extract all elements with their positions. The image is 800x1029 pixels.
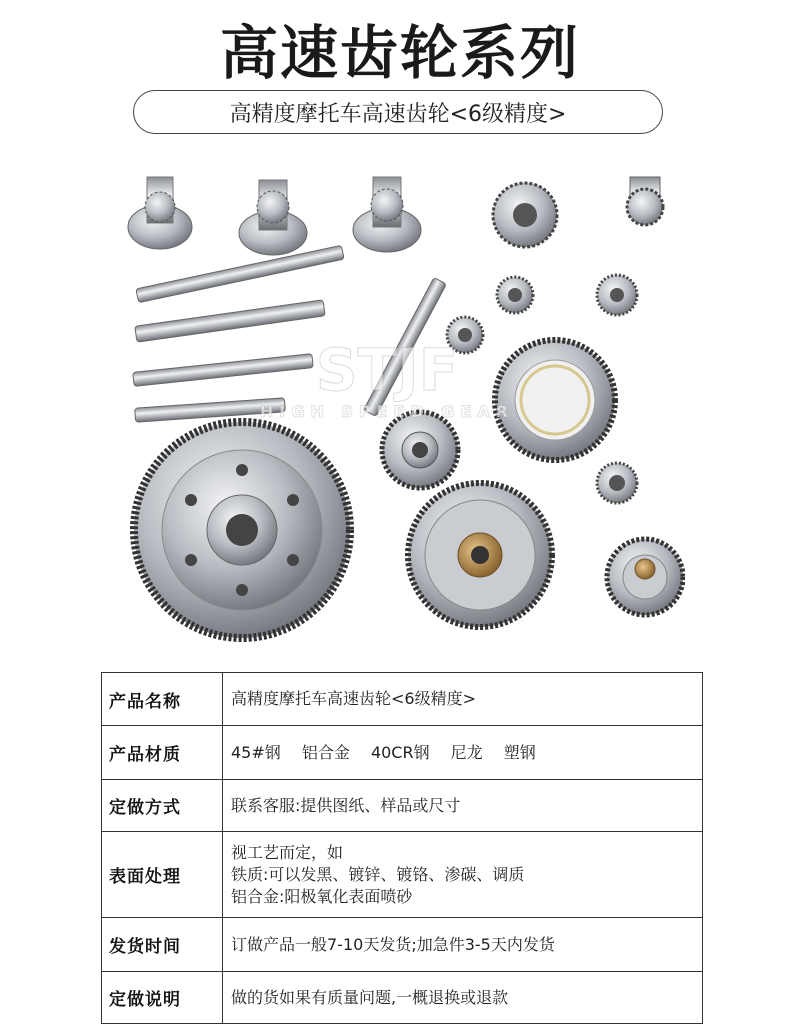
row-value bbox=[223, 832, 703, 918]
shaft-1 bbox=[136, 245, 344, 302]
spur-gear-small-1 bbox=[493, 183, 557, 247]
table-row bbox=[102, 726, 703, 780]
product-photo bbox=[125, 165, 685, 645]
spur-gear-tiny bbox=[597, 463, 637, 503]
flange-gear-3 bbox=[353, 177, 421, 252]
table-row bbox=[102, 972, 703, 1024]
row-label: 表面处理 bbox=[102, 832, 223, 918]
shaft-3 bbox=[133, 354, 313, 387]
large-spur-gear bbox=[134, 422, 350, 638]
spur-gear-small-3 bbox=[597, 275, 637, 315]
row-value: 高精度摩托车高速齿轮<6级精度> bbox=[223, 673, 703, 726]
row-value: 订做产品一般7-10天发货;加急件3-5天内发货 bbox=[223, 918, 703, 972]
bronze-bush-gear bbox=[607, 539, 683, 615]
row-value: 联系客服:提供图纸、样品或尺寸 bbox=[223, 780, 703, 832]
flange-gear-2 bbox=[239, 180, 307, 255]
flange-gear-1 bbox=[128, 177, 192, 249]
ring-gear-right bbox=[495, 340, 615, 460]
subtitle-text: 高精度摩托车高速齿轮<6级精度> bbox=[229, 101, 567, 127]
value-line: 视工艺而定，如 bbox=[231, 842, 344, 862]
cluster-gear bbox=[627, 177, 663, 225]
value-line: 铝合金:阳极氧化表面喷砂 bbox=[231, 886, 413, 906]
spoked-gear bbox=[408, 483, 552, 627]
value-line: 铁质:可以发黑、镀锌、镀铬、渗碳、调质 bbox=[231, 864, 525, 884]
row-label: 定做说明 bbox=[102, 972, 223, 1024]
row-label: 产品名称 bbox=[102, 673, 223, 726]
row-value: 45#钢 铝合金 40CR钢 尼龙 塑钢 bbox=[223, 726, 703, 780]
watermark-logo: STJF bbox=[315, 336, 459, 404]
table-row bbox=[102, 673, 703, 726]
table-row bbox=[102, 832, 703, 918]
spur-gear-small-2 bbox=[497, 277, 533, 313]
shaft-2 bbox=[135, 300, 325, 342]
spec-table bbox=[101, 672, 703, 1024]
row-value: 做的货如果有质量问题,一概退换或退款 bbox=[223, 972, 703, 1024]
spur-gear-mid bbox=[382, 412, 458, 488]
row-label: 产品材质 bbox=[102, 726, 223, 780]
subtitle-banner bbox=[133, 90, 663, 134]
row-label: 发货时间 bbox=[102, 918, 223, 972]
table-row bbox=[102, 780, 703, 832]
page-title: 高速齿轮系列 bbox=[219, 19, 580, 87]
row-label: 定做方式 bbox=[102, 780, 223, 832]
table-row bbox=[102, 918, 703, 972]
watermark-tagline: HIGH SPEED GEAR bbox=[259, 402, 515, 421]
